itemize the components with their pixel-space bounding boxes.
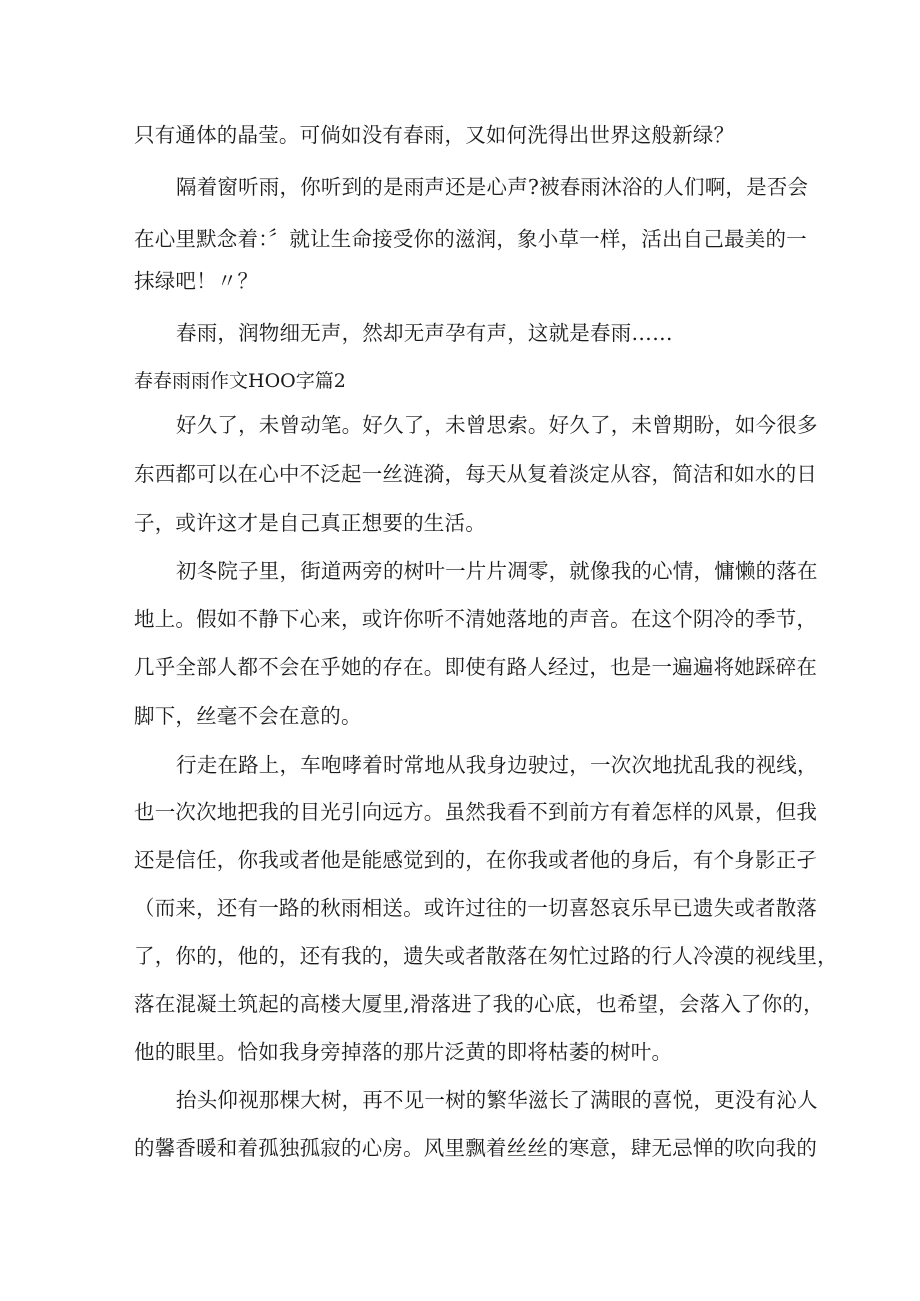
text-line: 落在混凝土筑起的高楼大厦里,滑落进了我的心底，也希望，会落入了你的， <box>134 992 824 1016</box>
text-line: 也一次次地把我的目光引向远方。虽然我看不到前方有着怎样的风景，但我 <box>134 800 818 824</box>
text-line: （而来，还有一路的秋雨相送。或许过往的一切喜怒哀乐早已遗失或者散落 <box>134 896 818 920</box>
text-line: 地上。假如不静下心来，或许你听不清她落地的声音。在这个阴冷的季节， <box>134 607 818 631</box>
text-line: 初冬院子里，街道两旁的树叶一片片凋零，就像我的心情，慵懒的落在 <box>176 559 818 583</box>
text-line: 子，或许这才是自己真正想要的生活。 <box>134 511 486 535</box>
text-line: 几乎全部人都不会在乎她的存在。即使有路人经过，也是一遍遍将她踩碎在 <box>134 655 818 679</box>
text-line: 还是信任，你我或者他是能感觉到的，在你我或者他的身后，有个身影正孑 <box>134 848 818 872</box>
text-line: 春雨，润物细无声，然却无声孕有声，这就是春雨…… <box>176 321 673 345</box>
text-line: 只有通体的晶莹。可倘如没有春雨，又如何洗得出世界这般新绿？ <box>134 123 735 147</box>
text-line: 好久了，未曾动笔。好久了，未曾思索。好久了，未曾期盼，如今很多 <box>176 413 818 437</box>
text-line: 了，你的，他的，还有我的，遗失或者散落在匆忙过路的行人冷漠的视线里， <box>134 944 838 968</box>
text-line: 的馨香暖和着孤独孤寂的心房。风里飘着丝丝的寒意，肆无忌惮的吹向我的 <box>134 1136 818 1160</box>
text-line: 在心里默念着：〞就让生命接受你的滋润，象小草一样，活出自己最美的一 <box>134 227 807 251</box>
text-line: 脚下，丝毫不会在意的。 <box>134 704 362 728</box>
text-line: 他的眼里。恰如我身旁掉落的那片泛黄的即将枯萎的树叶。 <box>134 1040 673 1064</box>
section-heading: 春春雨雨作文HOO字篇2 <box>134 370 346 392</box>
text-line: 行走在路上，车咆哮着时常地从我身边驶过，一次次地扰乱我的视线， <box>176 753 818 777</box>
text-line: 抹绿吧！〃？ <box>134 269 259 293</box>
text-line: 东西都可以在心中不泛起一丝涟漪，每天从复着淡定从容，简洁和如水的日 <box>134 462 818 486</box>
text-line: 抬头仰视那棵大树，再不见一树的繁华滋长了满眼的喜悦，更没有沁人 <box>176 1088 818 1112</box>
text-line: 隔着窗听雨，你听到的是雨声还是心声?被春雨沐浴的人们啊，是否会 <box>176 175 809 199</box>
